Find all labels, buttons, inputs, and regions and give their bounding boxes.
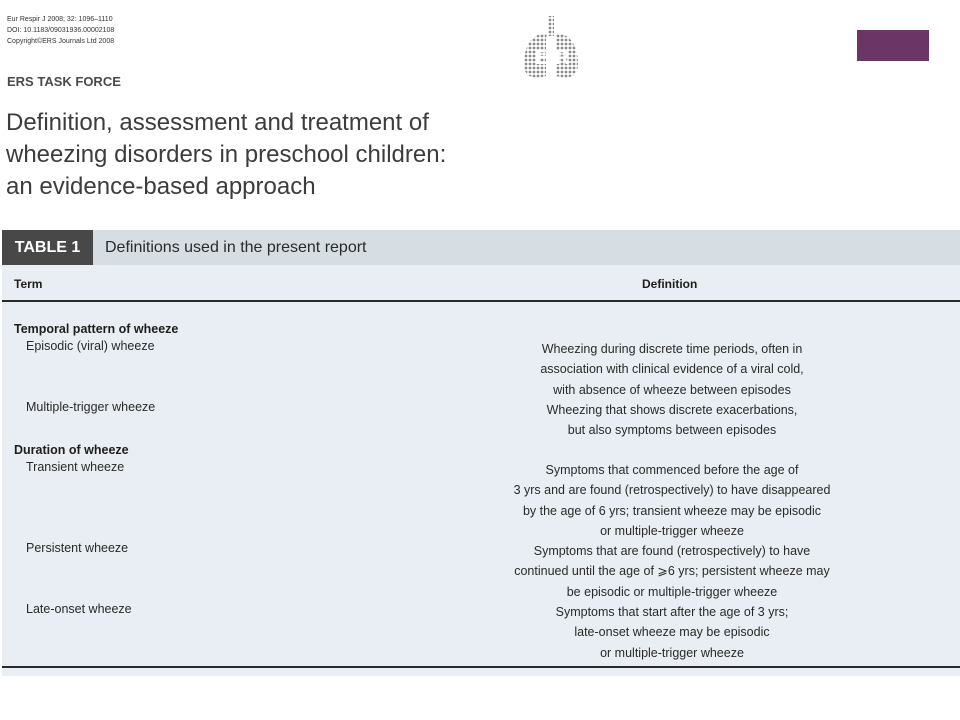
definition-cell — [472, 339, 872, 400]
definition-line: be episodic or multiple-trigger wheeze — [566, 584, 778, 599]
term-cell: Multiple-trigger wheeze — [26, 400, 156, 414]
definition-line: Symptoms that commenced before the age of — [545, 463, 799, 477]
citation-line: Eur Respir J 2008; 32: 1096–1110 — [7, 16, 113, 23]
table-caption: Definitions used in the present report — [105, 239, 367, 256]
definition-cell — [472, 400, 872, 441]
definition-line: continued until the age of ⩾6 yrs; persistent wheeze may — [514, 564, 830, 579]
definition-line: with absence of wheeze between episodes — [553, 382, 791, 397]
section-label: ERS TASK FORCE — [7, 74, 121, 89]
term-cell: Episodic (viral) wheeze — [26, 339, 155, 353]
title-line: an evidence-based approach — [6, 173, 316, 200]
table-header-bar — [2, 230, 960, 265]
group-heading-temporal: Temporal pattern of wheeze — [14, 322, 179, 336]
header-rule — [2, 300, 960, 302]
definition-line: 3 yrs and are found (retrospectively) to have disappeared — [513, 483, 831, 498]
term-cell: Persistent wheeze — [26, 541, 129, 555]
footer-rule — [2, 666, 960, 668]
doi-line: DOI: 10.1183/09031936.00002108 — [7, 27, 115, 34]
title-line: Definition, assessment and treatment of — [6, 109, 429, 136]
definition-cell — [472, 541, 872, 602]
accent-box — [857, 30, 929, 61]
ers-lungs-logo-icon — [520, 14, 582, 82]
svg-text:R: R — [555, 47, 570, 69]
term-cell: Transient wheeze — [26, 460, 125, 474]
title-line: wheezing disorders in preschool children: — [6, 141, 447, 168]
term-cell: Late-onset wheeze — [26, 602, 132, 616]
definition-line: Wheezing that shows discrete exacerbations, — [546, 403, 798, 417]
definition-line: association with clinical evidence of a viral cold, — [540, 362, 804, 377]
definition-line: or multiple-trigger wheeze — [600, 523, 744, 538]
column-header-definition: Definition — [642, 277, 698, 291]
journal-meta — [7, 14, 114, 47]
group-heading-duration: Duration of wheeze — [14, 443, 129, 457]
definition-line: late-onset wheeze may be episodic — [574, 625, 770, 640]
definition-line: Symptoms that are found (retrospectively) to have — [533, 544, 811, 558]
definition-line: or multiple-trigger wheeze — [600, 645, 744, 660]
definition-line: Wheezing during discrete time periods, often in — [541, 342, 803, 356]
svg-text:E: E — [535, 47, 549, 69]
definitions-table — [2, 230, 960, 676]
paper-title — [6, 107, 526, 203]
definition-line: but also symptoms between episodes — [567, 423, 777, 438]
table-label: TABLE 1 — [2, 230, 93, 265]
definition-line: by the age of 6 yrs; transient wheeze may be episodic — [522, 503, 822, 518]
definition-line: Symptoms that start after the age of 3 yrs; — [555, 605, 789, 619]
column-header-term: Term — [14, 277, 43, 291]
copyright-line: Copyright©ERS Journals Ltd 2008 — [7, 38, 115, 45]
definition-cell — [472, 460, 872, 541]
definition-cell — [472, 602, 872, 663]
